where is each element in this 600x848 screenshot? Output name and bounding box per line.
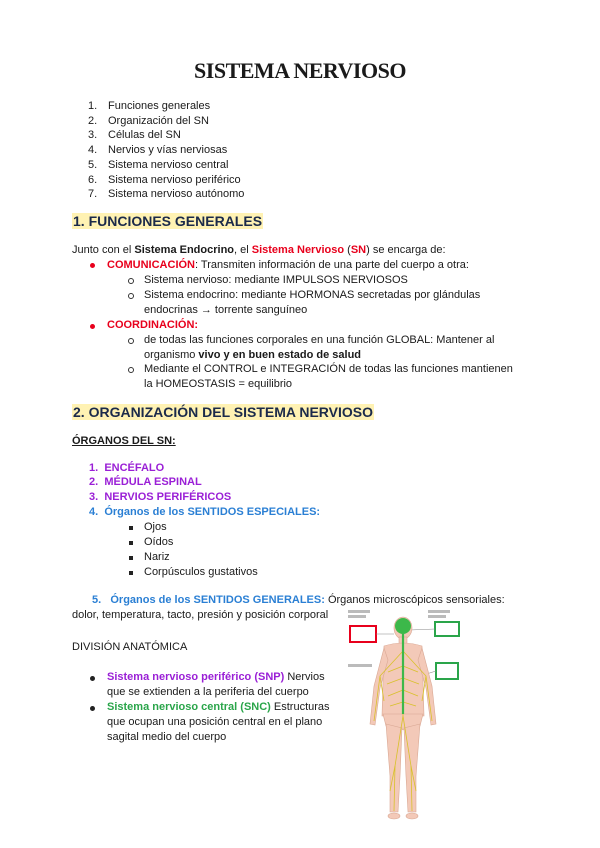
comunicacion-sub-2: Sistema endocrino: mediante HORMONAS secretadas por glándulas endocrinas → torrente sanguíneo	[144, 289, 481, 316]
circle-bullet-icon	[128, 278, 134, 284]
label-placeholder	[348, 610, 370, 613]
label-box-red	[350, 626, 376, 642]
toc-item: 4. Nervios y vías nerviosas	[88, 144, 228, 157]
nervous-system-figure	[340, 606, 470, 824]
coordinacion-sub-1: de todas las funciones corporales en una función GLOBAL: Mantener al organismo vivo y en buen estado de salud	[144, 334, 495, 361]
organo-item: 1. ENCÉFALO	[89, 462, 165, 474]
sentido-item: Ojos	[144, 521, 167, 533]
square-bullet-icon	[129, 556, 133, 560]
label-placeholder	[428, 615, 446, 618]
toc-item: 5. Sistema nervioso central	[88, 158, 229, 171]
label-placeholder	[428, 610, 450, 613]
page-title: SISTEMA NERVIOSO	[194, 58, 406, 83]
square-bullet-icon	[129, 526, 133, 530]
organo-item: 3. NERVIOS PERIFÉRICOS	[89, 491, 232, 503]
label-placeholder	[348, 664, 372, 667]
toc-item: 3. Células del SN	[88, 129, 181, 142]
coordinacion-item: COORDINACIÓN:	[107, 319, 199, 331]
coordinacion-sub-2: Mediante el CONTROL e INTEGRACIÓN de todas las funciones mantienen la HOMEOSTASIS = equilibrio	[144, 363, 513, 390]
toc-item: 6. Sistema nervioso periférico	[88, 173, 241, 186]
organos-title: ÓRGANOS DEL SN:	[72, 435, 176, 447]
sentidos-generales-line2: dolor, temperatura, tacto, presión y posición corporal	[72, 609, 329, 621]
section-1-heading: 1. FUNCIONES GENERALES	[73, 213, 263, 229]
snc-item: Sistema nervioso central (SNC) Estructuras que ocupan una posición central en el plano sagital medio del cuerpo	[107, 701, 330, 743]
label-box-green	[435, 622, 459, 636]
label-placeholder	[348, 615, 366, 618]
section-2-heading: 2. ORGANIZACIÓN DEL SISTEMA NERVIOSO	[73, 404, 374, 420]
bullet-icon	[90, 676, 95, 681]
toc-item: 2. Organización del SN	[88, 114, 209, 127]
comunicacion-sub-1: Sistema nervioso: mediante IMPULSOS NERVIOSOS	[144, 274, 408, 286]
circle-bullet-icon	[128, 367, 134, 373]
organo-item: 2. MÉDULA ESPINAL	[89, 476, 202, 488]
table-of-contents	[88, 99, 244, 202]
sentido-item: Nariz	[144, 551, 170, 563]
bullet-icon	[90, 706, 95, 711]
sentido-item: Corpúsculos gustativos	[144, 566, 258, 578]
sentidos-generales: 5. Órganos de los SENTIDOS GENERALES: Órganos microscópicos sensoriales:	[92, 594, 505, 606]
division-title: DIVISIÓN ANATÓMICA	[72, 641, 188, 653]
comunicacion-item: COMUNICACIÓN: Transmiten información de una parte del cuerpo a otra:	[107, 259, 469, 271]
circle-bullet-icon	[128, 293, 134, 299]
square-bullet-icon	[129, 541, 133, 545]
sentido-item: Oídos	[144, 536, 174, 548]
snp-item: Sistema nervioso periférico (SNP) Nervios que se extienden a la periferia del cuerpo	[107, 671, 325, 698]
organo-item: 4. Órganos de los SENTIDOS ESPECIALES:	[89, 506, 321, 518]
label-box-green	[436, 663, 458, 679]
bullet-icon	[90, 263, 95, 268]
circle-bullet-icon	[128, 338, 134, 344]
toc-item: 1. Funciones generales	[88, 100, 211, 112]
square-bullet-icon	[129, 571, 133, 575]
bullet-icon	[90, 324, 95, 329]
brain-shape	[395, 618, 411, 634]
toc-item: 7. Sistema nervioso autónomo	[88, 188, 245, 201]
section-1-intro: Junto con el Sistema Endocrino, el Sistema Nervioso (SN) se encarga de:	[72, 244, 446, 256]
